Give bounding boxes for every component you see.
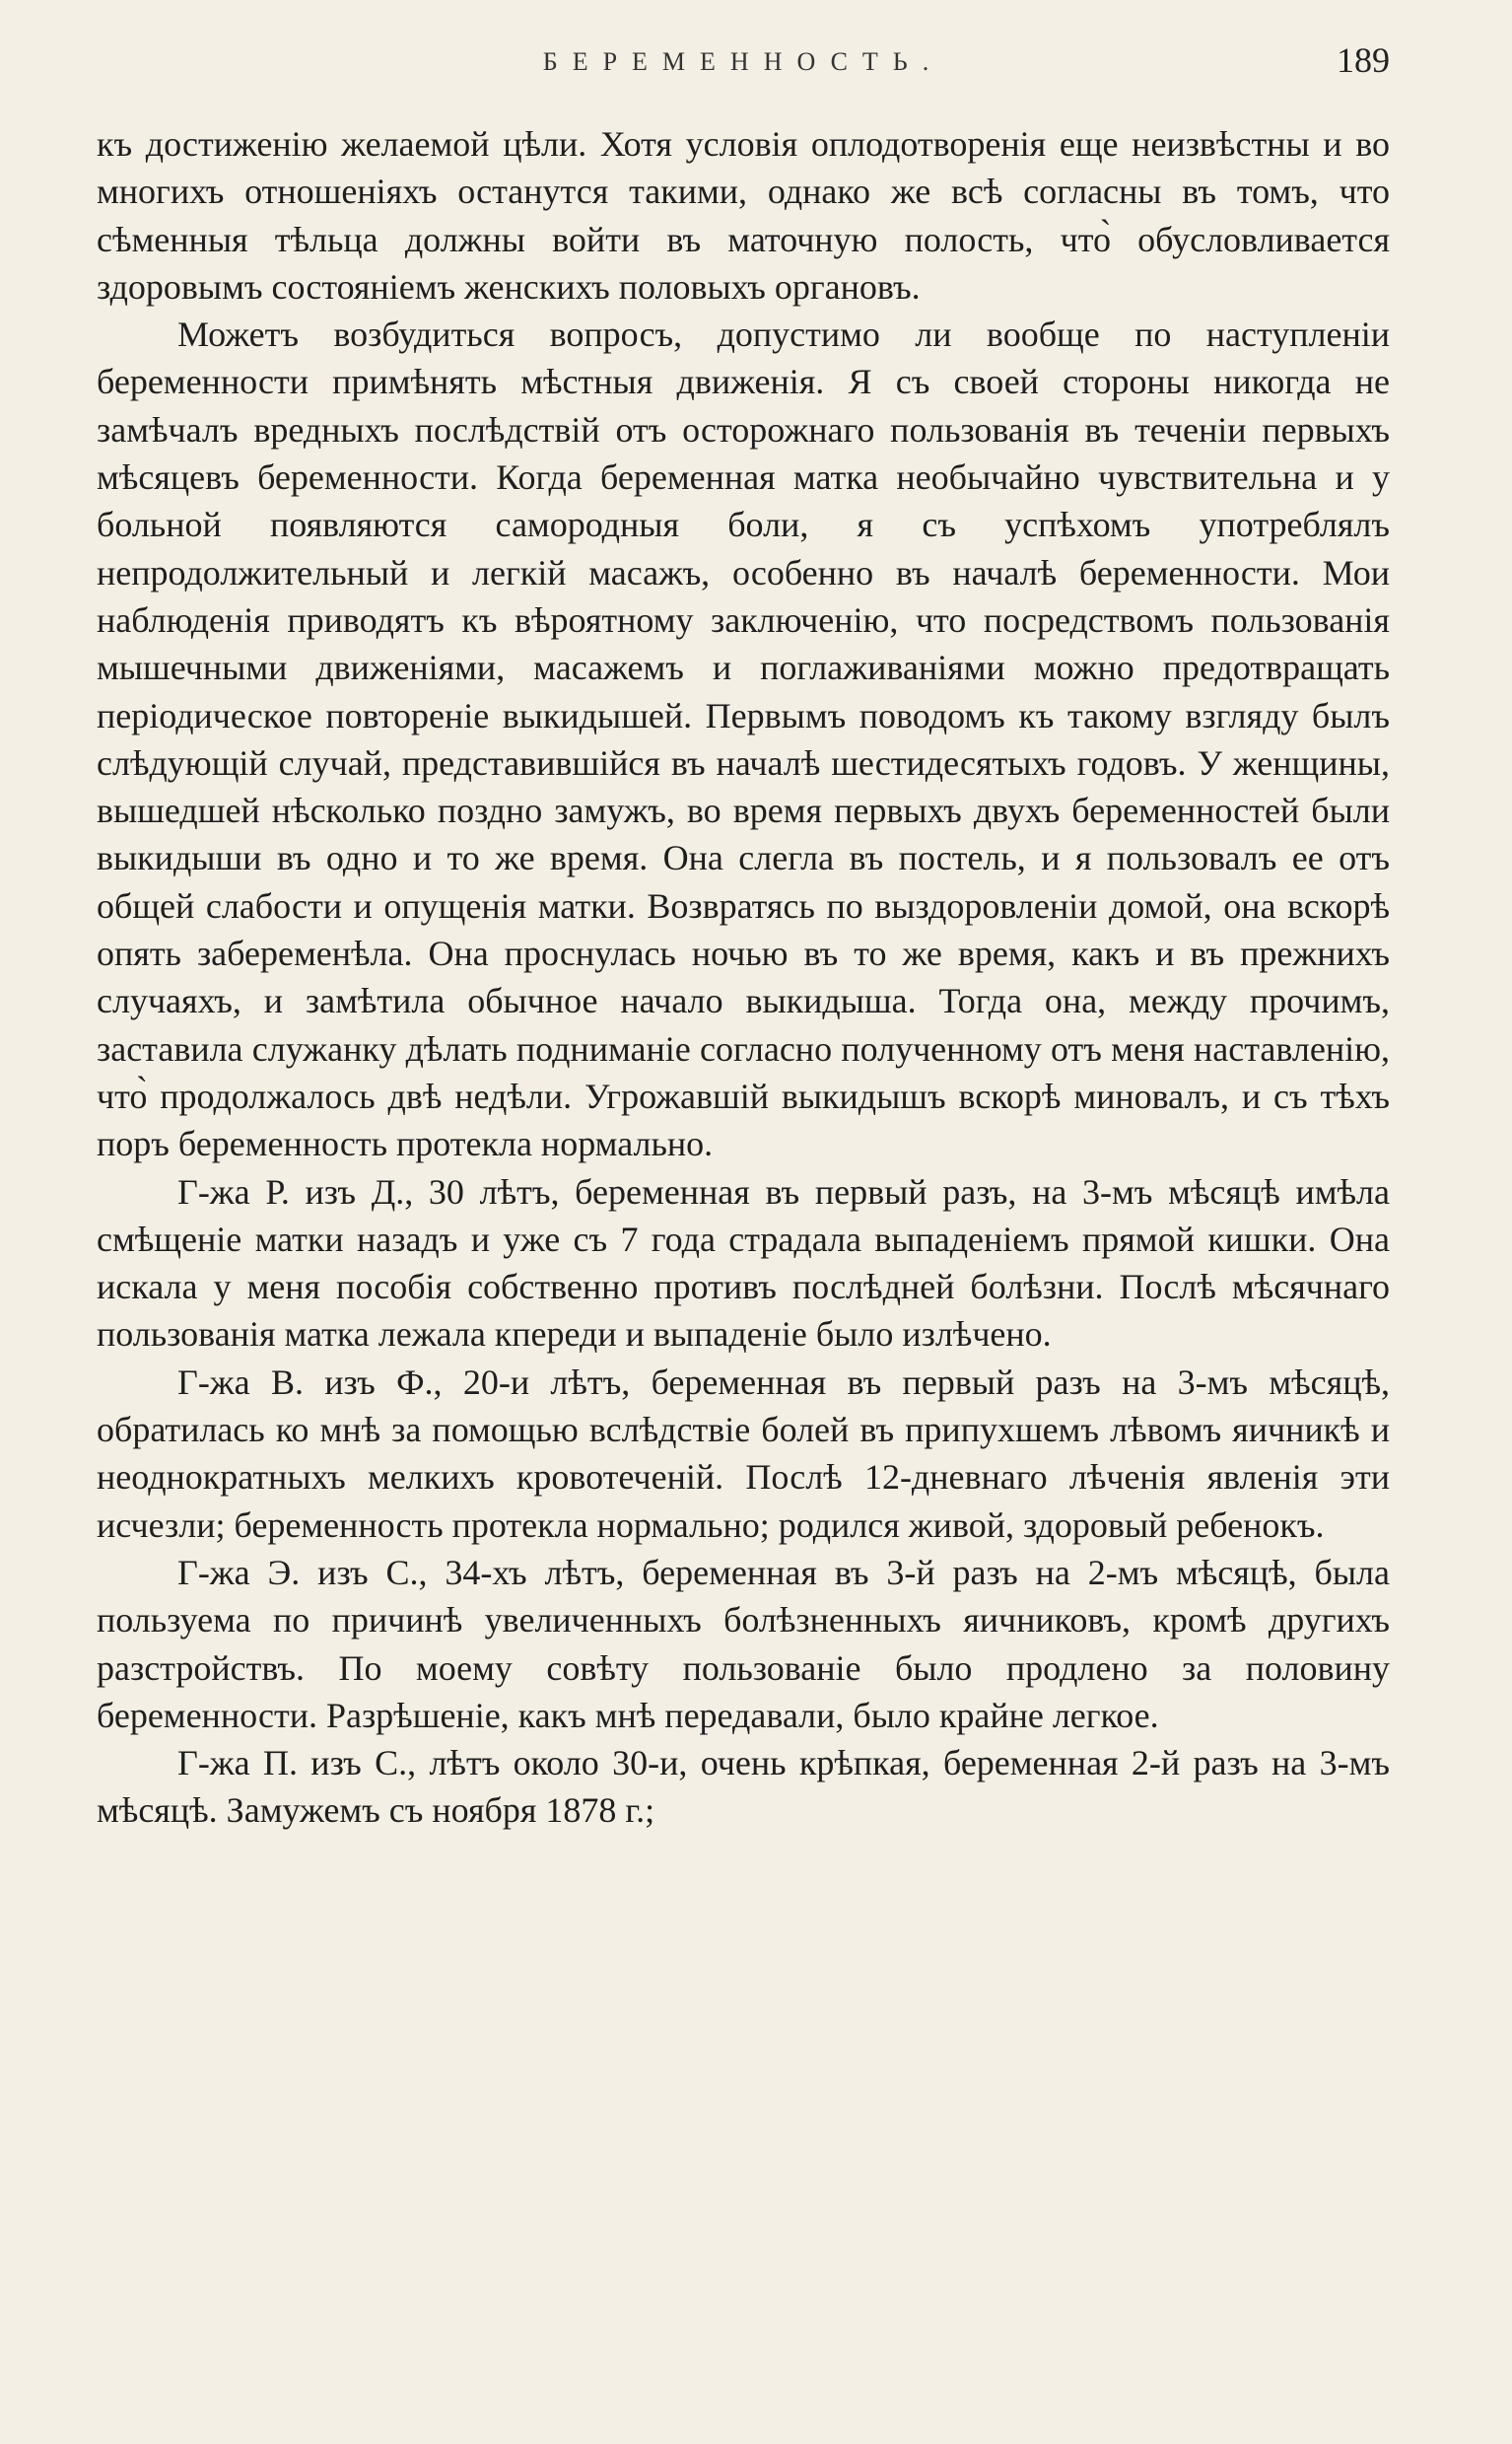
paragraph-continuation: къ достиженію желаемой цѣли. Хотя условія оплодотворенія еще неизвѣстны и во многихъ отношеніяхъ останутся такими, однако же всѣ согласны въ томъ, что сѣменныя тѣльца должны войти въ маточную полость, что̀ обусловливается здоровымъ состояніемъ женскихъ половыхъ органовъ. bbox=[97, 124, 1390, 307]
paragraph-case-r: Г-жа Р. изъ Д., 30 лѣтъ, беременная въ первый разъ, на 3-мъ мѣсяцѣ имѣла смѣщеніе матки назадъ и уже съ 7 года страдала выпаденіемъ прямой кишки. Она искала у меня пособія собственно противъ послѣдней болѣзни. Послѣ мѣсячнаго пользованія матка лежала кпереди и выпаденіе было излѣчено. bbox=[97, 1171, 1390, 1355]
paragraph-case-e: Г-жа Э. изъ С., 34-хъ лѣтъ, беременная въ 3-й разъ на 2-мъ мѣсяцѣ, была пользуема по причинѣ увеличенныхъ болѣзненныхъ яичниковъ, кромѣ другихъ разстройствъ. По моему совѣту пользованіе было продлено за половину беременности. Разрѣшеніе, какъ мнѣ передавали, было крайне легкое. bbox=[97, 1552, 1390, 1735]
paragraph-case-p: Г-жа П. изъ С., лѣтъ около 30-и, очень крѣпкая, беременная 2-й разъ на 3-мъ мѣсяцѣ. Замужемъ съ ноября 1878 г.; bbox=[97, 1743, 1390, 1831]
paragraph-movement-during-pregnancy: Можетъ возбудиться вопросъ, допустимо ли вообще по наступленіи беременности примѣнять мѣстныя движенія. Я съ своей стороны никогда не замѣчалъ вредныхъ послѣдствій отъ осторожнаго пользованія въ теченіи первыхъ мѣсяцевъ беременности. Когда беременная матка необычайно чувствительна и у больной появляются самородныя боли, я съ успѣхомъ употреблялъ непродолжительный и легкій масажъ, особенно въ началѣ беременности. Мои наблюденія приводятъ къ вѣроятному заключенію, что посредствомъ пользованія мышечными движеніями, масажемъ и поглаживаніями можно предотвращать періодическое повтореніе выкидышей. Первымъ поводомъ къ такому взгляду былъ слѣдующій случай, представившійся въ началѣ шестидесятыхъ годовъ. У женщины, вышедшей нѣсколько поздно замужъ, во время первыхъ двухъ беременностей были выкидыши въ одно и то же время. Она слегла въ постель, и я пользовалъ ее отъ общей слабости и опущенія матки. Возвратясь по выздоровленіи домой, она вскорѣ опять забеременѣла. Она проснулась ночью въ то же время, какъ и въ прежнихъ случаяхъ, и замѣтила обычное начало выкидыша. Тогда она, между прочимъ, заставила служанку дѣлать подниманіе согласно полученному отъ меня наставленію, что̀ продолжалось двѣ недѣли. Угрожавшій выкидышъ вскорѣ миновалъ, и съ тѣхъ поръ беременность протекла нормально. bbox=[97, 314, 1390, 1164]
running-title: БЕРЕМЕННОСТЬ. bbox=[542, 47, 944, 76]
page-number: 189 bbox=[1337, 40, 1390, 80]
page-header bbox=[97, 39, 1390, 91]
paragraph-case-v: Г-жа В. изъ Ф., 20-и лѣтъ, беременная въ первый разъ на 3-мъ мѣсяцѣ, обратилась ко мнѣ за помощью вслѣдствіе болей въ припухшемъ лѣвомъ яичникѣ и неоднократныхъ мелкихъ кровотеченій. Послѣ 12-дневнаго лѣченія явленія эти исчезли; беременность протекла нормально; родился живой, здоровый ребенокъ. bbox=[97, 1362, 1390, 1545]
body-text bbox=[97, 120, 1390, 1835]
